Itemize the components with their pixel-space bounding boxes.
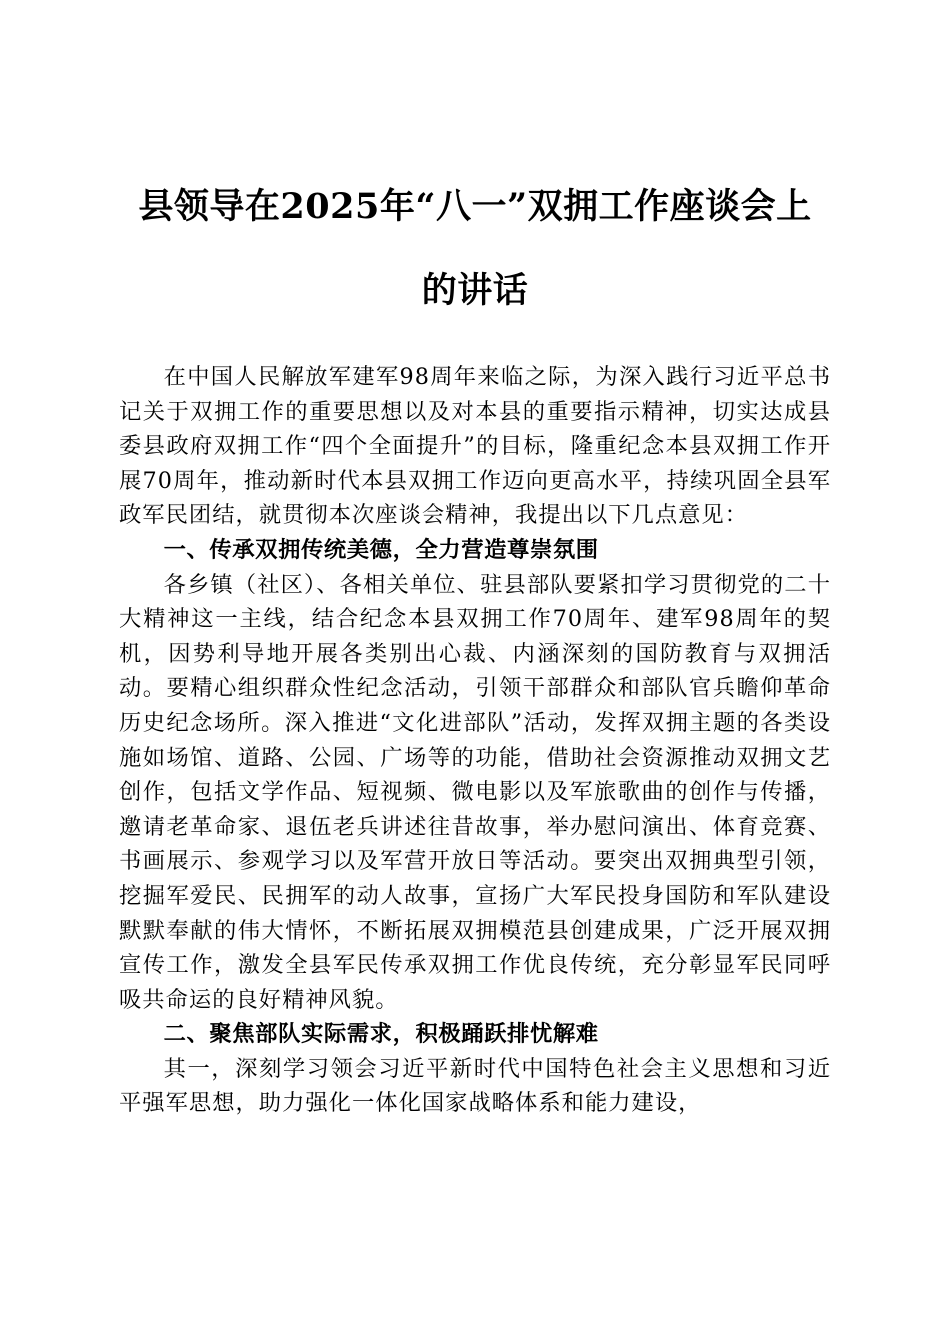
- title-line-1: 县领导在2025年“八一”双拥工作座谈会上: [138, 186, 812, 227]
- section-2-heading: 二、聚焦部队实际需求，积极踊跃排忧解难: [163, 1021, 599, 1048]
- intro-paragraph: 在中国人民解放军建军98周年来临之际，为深入践行习近平总书记关于双拥工作的重要思想以及对本县的重要指示精神，切实达成县委县政府双拥工作“四个全面提升”的目标，隆重纪念本县双拥工作开展70周年，推动新时代本县双拥工作迈向更高水平，持续巩固全县军政军民团结，就贯彻本次座谈会精神，我提出以下几点意见：: [119, 364, 831, 529]
- section-1-paragraph: 各乡镇（社区）、各相关单位、驻县部队要紧扣学习贯彻党的二十大精神这一主线，结合纪念本县双拥工作70周年、建军98周年的契机，因势利导地开展各类别出心裁、内涵深刻的国防教育与双拥活动。要精心组织群众性纪念活动，引领干部群众和部队官兵瞻仰革命历史纪念场所。深入推进“文化进部队”活动，发挥双拥主题的各类设施如场馆、道路、公园、广场等的功能，借助社会资源推动双拥文艺创作，包括文学作品、短视频、微电影以及军旅歌曲的创作与传播，邀请老革命家、退伍老兵讲述往昔故事，举办慰问演出、体育竞赛、书画展示、参观学习以及军营开放日等活动。要突出双拥典型引领，挖掘军爱民、民拥军的动人故事，宣扬广大军民投身国防和军队建设默默奉献的伟大情怀，不断拓展双拥模范县创建成果，广泛开展双拥宣传工作，激发全县军民传承双拥工作优良传统，充分彰显军民同呼吸共命运的良好精神风貌。: [119, 571, 831, 1013]
- document-title: [100, 165, 850, 333]
- document-body: [119, 360, 831, 1121]
- title-line-2: 的讲话: [421, 270, 529, 311]
- section-1-heading: 一、传承双拥传统美德，全力营造尊崇氛围: [163, 536, 599, 563]
- section-2-paragraph: 其一，深刻学习领会习近平新时代中国特色社会主义思想和习近平强军思想，助力强化一体化国家战略体系和能力建设，: [119, 1055, 831, 1117]
